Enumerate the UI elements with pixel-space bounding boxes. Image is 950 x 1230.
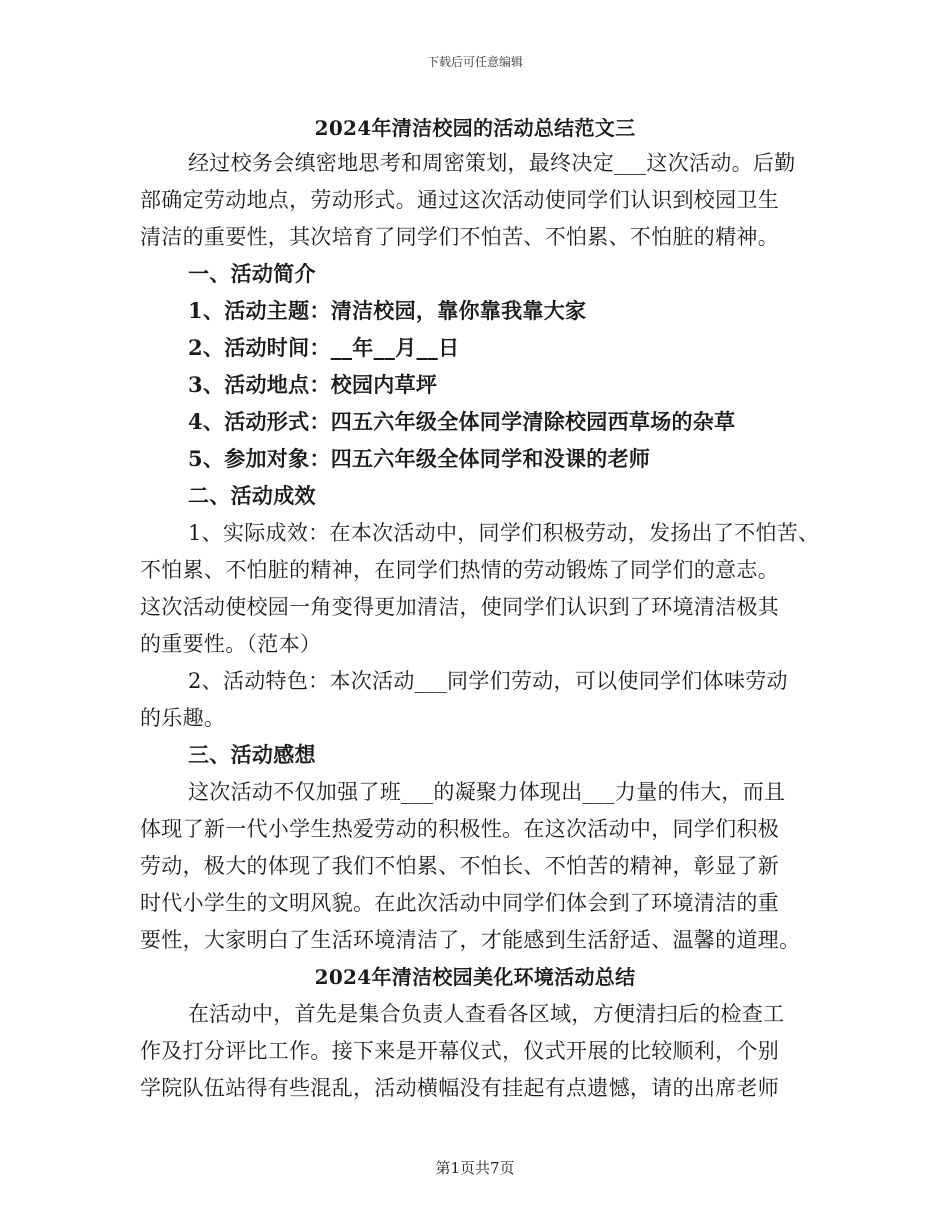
paragraph-line: 体现了新一代小学生热爱劳动的积极性。在这次活动中，同学们积极 xyxy=(140,817,779,841)
section-heading: 一、活动简介 xyxy=(188,261,316,286)
paragraph-line: 经过校务会缜密地思考和周密策划，最终决定___这次活动。后勤 xyxy=(188,151,796,175)
paragraph-line: 劳动，极大的体现了我们不怕累、不怕长、不怕苦的精神，彰显了新 xyxy=(140,854,779,878)
paragraph-line: 2、活动特色：本次活动___同学们劳动，可以使同学们体味劳动 xyxy=(188,669,788,693)
document-title: 2024年清洁校园的活动总结范文三 xyxy=(314,116,636,140)
paragraph-line: 学院队伍站得有些混乱，活动横幅没有挂起有点遗憾，请的出席老师 xyxy=(140,1076,779,1100)
section-heading: 三、活动感想 xyxy=(188,742,316,767)
paragraph-line: 时代小学生的文明风貌。在此次活动中同学们体会到了环境清洁的重 xyxy=(140,891,779,915)
paragraph-line: 这次活动不仅加强了班___的凝聚力体现出___力量的伟大，而且 xyxy=(188,780,786,804)
list-item: 2、活动时间：__年__月__日 xyxy=(188,335,460,360)
paragraph-line: 这次活动使校园一角变得更加清洁，使同学们认识到了环境清洁极其 xyxy=(140,595,779,619)
list-item: 3、活动地点：校园内草坪 xyxy=(188,372,438,397)
paragraph-line: 的重要性。（范本） xyxy=(140,632,322,656)
paragraph-line: 不怕累、不怕脏的精神，在同学们热情的劳动锻炼了同学们的意志。 xyxy=(140,558,779,582)
paragraph-line: 1、实际成效：在本次活动中，同学们积极劳动，发扬出了不怕苦、 xyxy=(188,521,820,545)
document-title: 2024年清洁校园美化环境活动总结 xyxy=(314,965,636,989)
paragraph-line: 的乐趣。 xyxy=(140,706,226,730)
paragraph-line: 要性，大家明白了生活环境清洁了，才能感到生活舒适、温馨的道理。 xyxy=(140,928,801,952)
paragraph-line: 部确定劳动地点，劳动形式。通过这次活动使同学们认识到校园卫生 xyxy=(140,188,779,212)
section-heading: 二、活动成效 xyxy=(188,483,316,508)
page-header-note: 下载后可任意编辑 xyxy=(426,55,523,69)
page-number: 第1页共7页 xyxy=(435,1159,515,1177)
list-item: 4、活动形式：四五六年级全体同学清除校园西草场的杂草 xyxy=(188,409,736,434)
list-item: 1、活动主题：清洁校园，靠你靠我靠大家 xyxy=(188,298,587,323)
paragraph-line: 清洁的重要性，其次培育了同学们不怕苦、不怕累、不怕脏的精神。 xyxy=(140,225,779,249)
paragraph-line: 作及打分评比工作。接下来是开幕仪式，仪式开展的比较顺利，个别 xyxy=(140,1039,779,1063)
paragraph-line: 在活动中，首先是集合负责人查看各区域，方便清扫后的检查工 xyxy=(188,1002,785,1026)
list-item: 5、参加对象：四五六年级全体同学和没课的老师 xyxy=(188,446,651,471)
